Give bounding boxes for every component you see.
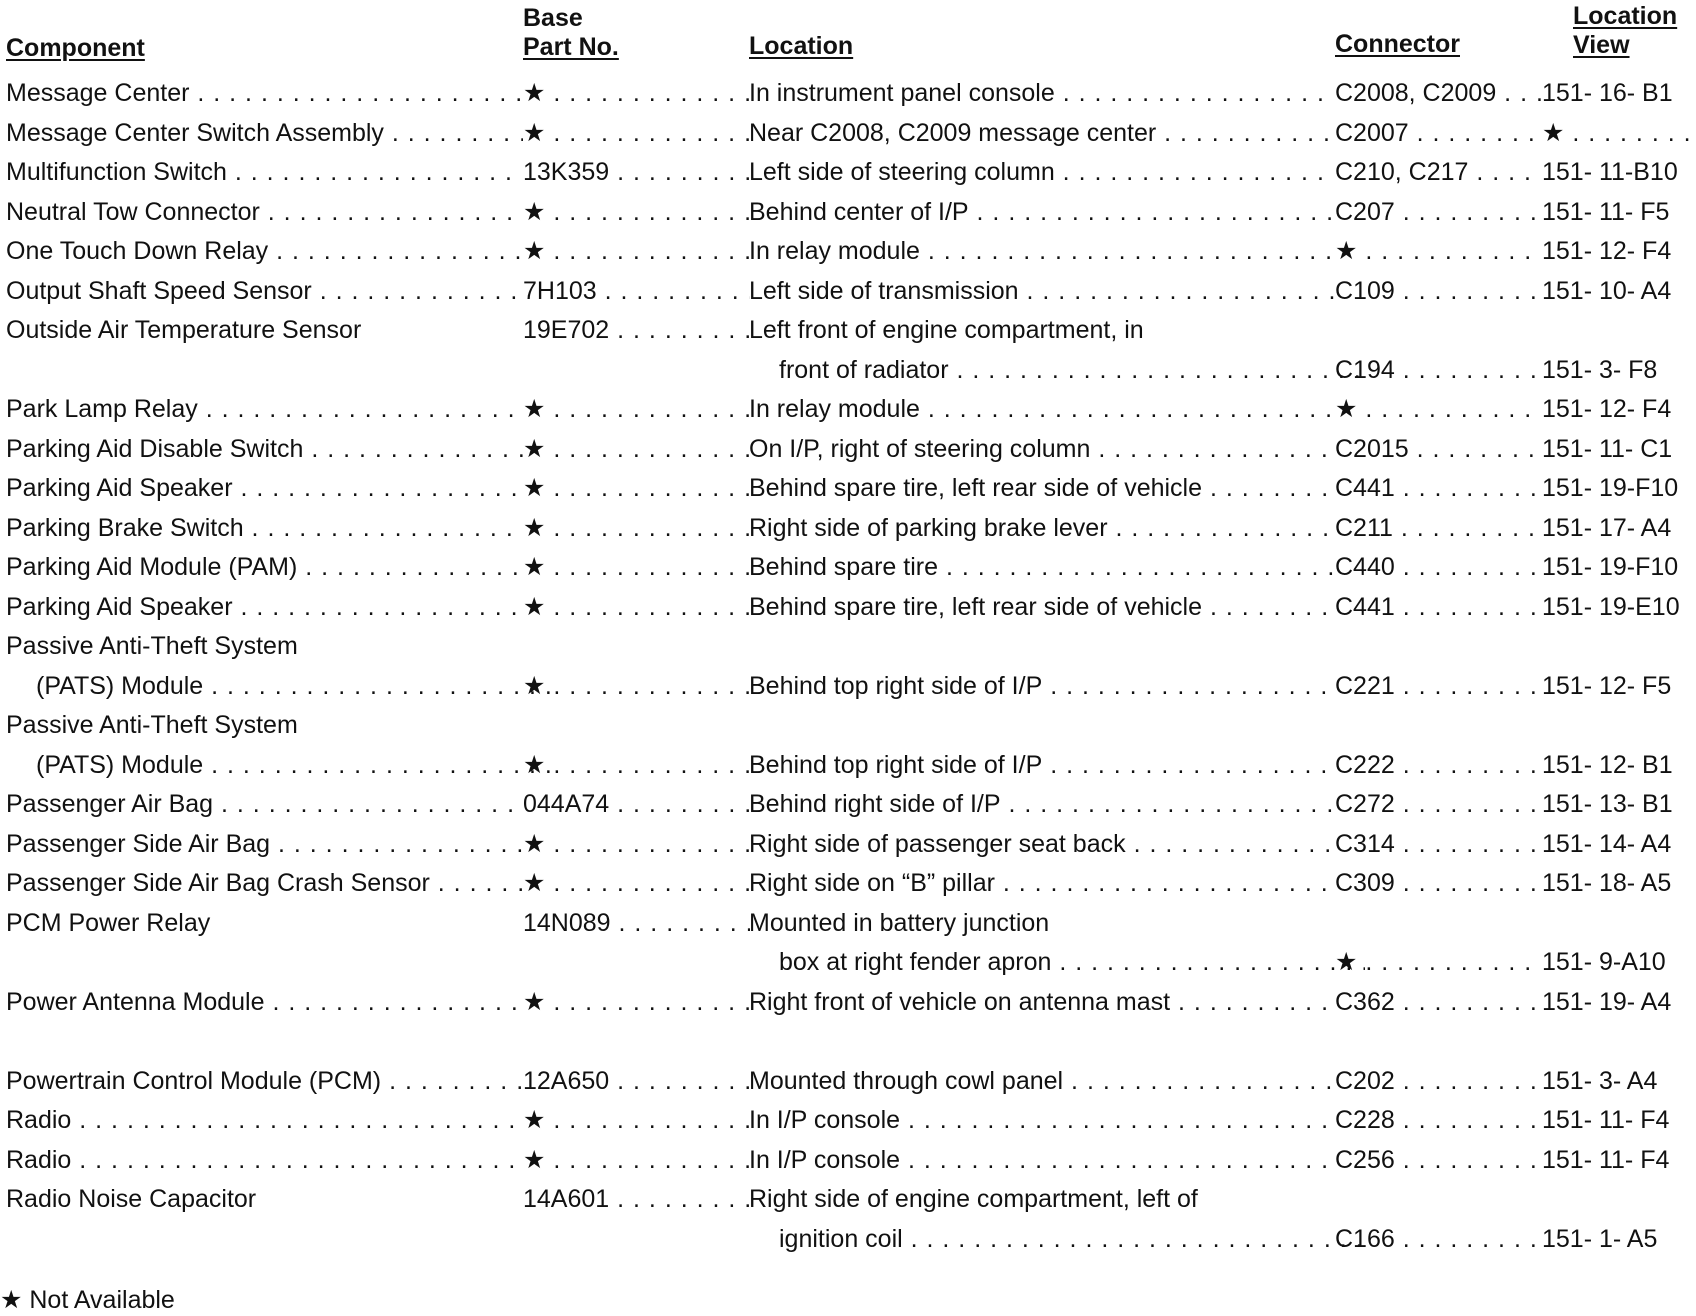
table-row [6,864,1692,904]
location-cell: Right side of passenger seat back . . . [749,825,1335,865]
location-cell: Behind top right side of I/P . . . [749,746,1335,786]
location-view-cell: 151- 19-F10 [1542,553,1679,581]
location-cell: Mounted in battery junction [749,908,1050,937]
connector-cell: C221 . . . [1335,667,1542,707]
table-row-continuation [6,1220,1692,1260]
location-cell: Behind right side of I/P . . . [749,785,1335,825]
connector-cell: ★ . . . [1335,232,1542,272]
component-cell: Radio . . . [6,1101,523,1141]
table-body [6,74,1692,1259]
table-row [6,1101,1692,1141]
part-number-cell: 19E702 . . . [523,311,750,351]
table-row [6,74,1692,114]
table-row [6,193,1692,233]
location-cell: Behind spare tire . . . [749,548,1335,588]
location-view-cell: 151- 14- A4 [1542,829,1672,858]
location-view-cell: 151- 19-E10 [1542,592,1680,621]
part-number-cell: ★ . . . [523,430,750,470]
part-number-cell: ★ . . . [523,114,750,154]
connector-cell: C2007 . . . [1335,114,1542,154]
connector-cell: C210, C217 . . . [1335,153,1542,193]
location-view-cell: 151- 11- C1 [1542,434,1673,463]
location-view-cell: 151- 11- F5 [1542,197,1670,226]
location-cell: Behind spare tire, left rear side of vehicle . . . [749,469,1335,509]
part-number-cell: ★ . . . [523,232,750,272]
location-view-cell: ★ . . . [1542,114,1694,154]
component-cell: Parking Aid Speaker . . . [6,469,523,509]
connector-cell: C272 . . . [1335,785,1542,825]
connector-cell: C362 . . . [1335,983,1542,1023]
part-number-cell: ★ . . . [523,548,750,588]
location-cell: In relay module . . . [749,390,1335,430]
part-number-cell: 044A74 . . . [523,785,750,825]
location-view-cell: 151- 11- F4 [1542,1145,1670,1174]
location-view-cell: 151- 11-B10 [1542,158,1678,186]
component-cell: One Touch Down Relay . . . [6,232,523,272]
table-row [6,430,1692,470]
connector-cell: C194 . . . [1335,351,1542,391]
location-view-cell: 151- 9-A10 [1542,948,1666,976]
table-row-continuation [6,667,1692,707]
table-row [6,1062,1692,1102]
header-component: Component [6,34,145,62]
location-cell: Near C2008, C2009 message center . . . [749,114,1335,154]
component-cell: Multifunction Switch . . . [6,153,523,193]
location-cell: Behind spare tire, left rear side of vehicle . . . [749,588,1335,628]
location-view-cell: 151- 3- F8 [1542,355,1658,384]
connector-cell: C207 . . . [1335,193,1542,233]
part-number-cell: 14A601 . . . [523,1180,750,1220]
table-row [6,272,1692,312]
table-row [6,311,1692,351]
part-number-cell: ★ . . . [523,746,750,786]
connector-cell: C2008, C2009 . . . [1335,74,1542,114]
component-cell-continued: (PATS) Module . . . [6,667,553,707]
part-number-cell: ★ . . . [523,469,750,509]
connector-cell: ★ . . . [1335,943,1542,983]
table-row [6,1180,1692,1220]
location-cell: In relay module . . . [749,232,1335,272]
connector-cell: C314 . . . [1335,825,1542,865]
component-cell: Radio . . . [6,1141,523,1181]
component-cell: Parking Aid Disable Switch . . . [6,430,523,470]
component-cell: Parking Aid Module (PAM) . . . [6,548,523,588]
part-number-cell: ★ . . . [523,983,750,1023]
location-view-cell: 151- 18- A5 [1542,869,1672,897]
location-view-cell: 151- 11- F4 [1542,1106,1670,1134]
location-cell: Right side on “B” pillar . . . [749,864,1335,904]
component-cell: Parking Brake Switch . . . [6,509,523,549]
component-cell: Powertrain Control Module (PCM) . . . [6,1062,523,1102]
component-cell: Power Antenna Module . . . [6,983,523,1023]
component-cell: Parking Aid Speaker . . . [6,588,523,628]
table-row [6,390,1692,430]
component-cell: Radio Noise Capacitor [6,1185,257,1213]
location-cell: Behind center of I/P . . . [749,193,1335,233]
location-cell: Left front of engine compartment, in [749,316,1144,344]
connector-cell: C2015 . . . [1335,430,1542,470]
part-number-cell: ★ . . . [523,1101,750,1141]
location-cell: On I/P, right of steering column . . . [749,430,1335,470]
connector-cell: C222 . . . [1335,746,1542,786]
location-view-cell: 151- 19-F10 [1542,474,1679,502]
location-cell: Mounted through cowl panel . . . [749,1062,1335,1102]
location-view-cell: 151- 19- A4 [1542,987,1672,1016]
location-cell: Right side of parking brake lever . . . [749,509,1335,549]
part-number-cell: ★ . . . [523,588,750,628]
header-location: Location [749,32,854,60]
part-number-cell: ★ . . . [523,74,750,114]
part-number-cell: ★ . . . [523,667,750,707]
location-view-cell: 151- 12- B1 [1542,750,1673,779]
component-cell: Output Shaft Speed Sensor . . . [6,272,523,312]
connector-cell: C309 . . . [1335,864,1542,904]
table-row [6,627,1692,667]
footnote: ★ Not Available [0,1286,175,1314]
location-view-cell: 151- 10- A4 [1542,276,1672,305]
header-part-no: Base Part No. [523,4,619,61]
table-header [6,0,1692,74]
location-view-cell: 151- 12- F4 [1542,237,1672,265]
location-view-cell: 151- 17- A4 [1542,513,1672,542]
location-cell: Left side of steering column . . . [749,153,1335,193]
location-cell-continued: ignition coil . . . [749,1220,1365,1260]
table-row [6,232,1692,272]
table-row [6,509,1692,549]
location-view-cell: 151- 3- A4 [1542,1066,1658,1095]
part-number-cell: ★ . . . [523,1141,750,1181]
table-row [6,469,1692,509]
location-view-cell: 151- 12- F5 [1542,671,1672,700]
connector-cell: C202 . . . [1335,1062,1542,1102]
location-view-cell: 151- 1- A5 [1542,1224,1658,1253]
table-row [6,1141,1692,1181]
location-view-cell: 151- 16- B1 [1542,79,1673,107]
table-row [6,548,1692,588]
location-cell-continued: front of radiator . . . [749,351,1365,391]
location-cell: In I/P console . . . [749,1101,1335,1141]
component-cell: PCM Power Relay [6,908,211,937]
component-cell: Neutral Tow Connector . . . [6,193,523,233]
table-row [6,114,1692,154]
location-cell: In instrument panel console . . . [749,74,1335,114]
part-number-cell: 12A650 . . . [523,1062,750,1102]
connector-cell: C256 . . . [1335,1141,1542,1181]
table-row [6,983,1692,1023]
row-spacer [6,1022,1692,1062]
location-view-cell: 151- 13- B1 [1542,790,1673,818]
part-number-cell: ★ . . . [523,825,750,865]
part-number-cell: ★ . . . [523,193,750,233]
table-row-continuation [6,351,1692,391]
table-row [6,153,1692,193]
table-row [6,785,1692,825]
part-number-cell: ★ . . . [523,509,750,549]
connector-cell: C109 . . . [1335,272,1542,312]
connector-cell: C228 . . . [1335,1101,1542,1141]
location-cell: Behind top right side of I/P . . . [749,667,1335,707]
component-cell: Message Center . . . [6,74,523,114]
component-cell: Outside Air Temperature Sensor [6,316,362,344]
table-row [6,706,1692,746]
connector-cell: C166 . . . [1335,1220,1542,1260]
part-number-cell: 13K359 . . . [523,153,750,193]
location-cell-continued: box at right fender apron . . . [749,943,1365,983]
component-location-table [6,0,1692,1259]
location-cell: Right side of engine compartment, left of [749,1185,1198,1213]
location-cell: Right front of vehicle on antenna mast . . . [749,983,1335,1023]
location-view-cell: 151- 12- F4 [1542,395,1672,423]
component-cell: Passive Anti-Theft System [6,711,298,739]
part-number-cell: ★ . . . [523,390,750,430]
location-cell: In I/P console . . . [749,1141,1335,1181]
table-row [6,825,1692,865]
part-number-cell: 7H103 . . . [523,272,750,312]
connector-cell: ★ . . . [1335,390,1542,430]
component-cell: Message Center Switch Assembly . . . [6,114,523,154]
connector-cell: C441 . . . [1335,469,1542,509]
component-cell: Passive Anti-Theft System [6,632,298,660]
connector-cell: C440 . . . [1335,548,1542,588]
connector-cell: C441 . . . [1335,588,1542,628]
part-number-cell: ★ . . . [523,864,750,904]
header-connector: Connector [1335,30,1460,58]
location-cell: Left side of transmission . . . [749,272,1335,312]
table-row [6,904,1692,944]
table-row-continuation [6,746,1692,786]
component-cell: Passenger Side Air Bag . . . [6,825,523,865]
component-cell: Passenger Side Air Bag Crash Sensor . . . [6,864,523,904]
header-location-view: Location View [1573,2,1678,59]
component-cell-continued: (PATS) Module . . . [6,746,553,786]
component-cell: Passenger Air Bag . . . [6,785,523,825]
part-number-cell: 14N089 . . . [523,904,750,944]
connector-cell: C211 . . . [1335,509,1542,549]
table-row [6,588,1692,628]
component-cell: Park Lamp Relay . . . [6,390,523,430]
table-row-continuation [6,943,1692,983]
